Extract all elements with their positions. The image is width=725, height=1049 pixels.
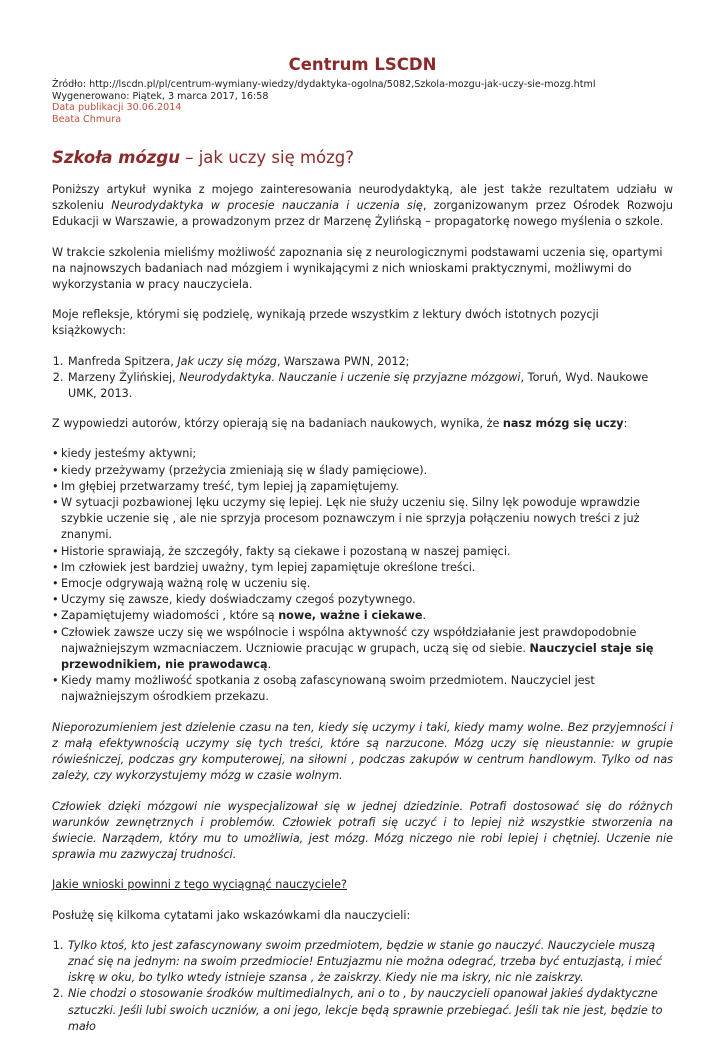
list-item-bold: Nauczyciel staje się przewodnikiem, nie prawodawcą [61, 641, 654, 672]
italic-paragraph-human-brain [52, 799, 673, 864]
italic-text: Nieporozumieniem jest dzielenie czasu na ten, kiedy się uczymy i taki, kiedy mamy wolne. Bez przyjemności i z małą efektywnością uczymy się tych treści, które są narzucone. Mózg uczy się nieustannie: w grupie rówieśniczej, podczas gry komputerowej, na siłowni , podczas zakupów w centrum handlowym. Tylko od nas zależy, czy wykorzystujemy mózg w czasie wolnym. [52, 720, 673, 783]
list-item [61, 608, 673, 624]
brain-learns-bold: nasz mózg się uczy [502, 417, 624, 431]
quotes-list [52, 938, 673, 1035]
book-author: Manfreda Spitzera, [68, 354, 178, 368]
books-intro-paragraph: Moje refleksje, którymi się podzielę, wynikają przede wszystkim z lektury dwóch istotnych pozycji książkowych: [52, 308, 599, 338]
italic-paragraph-free-time [52, 720, 673, 785]
list-item-text: Człowiek zawsze uczy się we wspólnocie i wspólna aktywność czy współdziałanie jest prawdopodobnie najważniejszym wzmacniaczem. Uczniowie pracując w grupach, uczą się od siebie. [61, 625, 637, 655]
intro-paragraph [52, 182, 673, 231]
quote-text: Nie chodzi o stosowanie środków multimedialnych, ani o to , by nauczycieli opanował jakieś dydaktyczne sztuczki. Jeśli lubi swoich uczniów, a oni jego, lekcje będą sprawnie przebiegać. Jeśli tak nie jest, będzie to mało [68, 987, 663, 1033]
article-title [52, 148, 354, 167]
book-item [67, 354, 673, 370]
author-name: Beata Chmura [52, 113, 122, 125]
book-publisher: , Warszawa PWN, 2012; [276, 354, 410, 368]
training-title: Neurodydaktyka w procesie nauczania i uczenia się [111, 199, 423, 213]
brain-learns-colon: : [623, 417, 628, 431]
source-meta [52, 79, 596, 125]
publication-date: Data publikacji 30.06.2014 [52, 102, 182, 114]
list-item-end: . [422, 609, 427, 623]
list-item: • Emocje odgrywają ważną rolę w uczeniu się. [61, 576, 673, 592]
question-text: Jakie wnioski powinni z tego wyciągnąć nauczyciele? [52, 878, 347, 892]
intro-text-a: Poniższy artykuł wynika z mojego zainteresowania neurodydaktyką, ale jest także rezultatem udziału w szkoleniu [52, 183, 673, 213]
book-title: Neurodydaktyka. Nauczanie i uczenie się przyjazne mózgowi [179, 370, 521, 384]
italic-text: Człowiek dzięki mózgowi nie wyspecjalizował się w jednej dziedzinie. Potrafi dostosować się do różnych warunków zewnętrznych i problemów. Człowiek potrafi się uczyć i to lepiej niż wszystkie stworzenia na świecie. Narządem, który mu to umożliwia, jest mózg. Mózg niczego nie robi lepiej i chętniej. Uczenie nie sprawia mu zazwyczaj trudności. [52, 799, 673, 862]
book-publisher: , Toruń, Wyd. Naukowe UMK, 2013. [68, 370, 649, 401]
quote-item [67, 986, 673, 1035]
teachers-question [52, 877, 673, 893]
list-item-bold: nowe, ważne i ciekawe [278, 609, 423, 623]
intro-text-b: , zorganizowanym przez Ośrodek Rozwoju Edukacji w Warszawie, a prowadzonym przez dr Marzenę Żylińską – propagatorkę nowego myślenia o szkole. [52, 199, 674, 229]
list-item: • Uczymy się zawsze, kiedy doświadczamy czegoś pozytywnego. [61, 592, 673, 608]
list-item-text: Zapamiętujemy wiadomości , które są [61, 609, 279, 623]
books-list [52, 354, 673, 403]
book-item [67, 370, 673, 402]
list-item: • kiedy przeżywamy (przeżycia zmieniają się w ślady pamięciowe). [61, 463, 673, 479]
list-item: • kiedy jesteśmy aktywni; [61, 446, 673, 462]
quote-text: Tylko ktoś, kto jest zafascynowany swoim przedmiotem, będzie w stanie go nauczyć. Nauczyciele muszą znać się na jednym: na swoim przedmiocie! Entuzjazmu nie można odegrać, trzeba być entuzjastą, i mieć iskrę w oku, bo tylko wtedy istnieje szansa , że zaiskrzy. Kiedy nie ma iskry, nic nie zaiskrzy. [68, 938, 663, 985]
article-title-italic: Szkoła mózgu [52, 148, 180, 167]
list-item: • W sytuacji pozbawionej lęku uczymy się lepiej. Lęk nie służy uczeniu się. Silny lęk powoduje wprawdzie szybkie uczenie się , ale nie sprzyja procesom poznawczym i nie sprzyja połączeniu nowych treści z już znanymi. [61, 495, 673, 544]
article-title-rest: – jak uczy się mózg? [179, 148, 355, 167]
list-item: • Im głębiej przetwarzamy treść, tym lepiej ją zapamiętujemy. [61, 479, 673, 495]
generated-date: Wygenerowano: Piątek, 3 marca 2017, 16:58 [52, 90, 269, 102]
quote-item [67, 938, 673, 987]
training-paragraph: W trakcie szkolenia mieliśmy możliwość zapoznania się z neurologicznymi podstawami uczenia się, opartymi na najnowszych badaniach nad mózgiem i wynikającymi z nich wnioskami praktycznymi, możliwymi do wykorzystania w pracy nauczyciela. [52, 245, 663, 292]
learning-conditions-list [52, 446, 673, 705]
source-url: Źródło: http://lscdn.pl/pl/centrum-wymiany-wiedzy/dydaktyka-ogolna/5082,Szkola-mozgu-jak-uczy-sie-mozg.html [52, 79, 596, 90]
list-item [61, 625, 673, 674]
brain-learns-text: Z wypowiedzi autorów, którzy opierają się na badaniach naukowych, wynika, że [52, 417, 503, 431]
book-title: Jak uczy się mózg [177, 354, 277, 368]
article-body [52, 182, 673, 1049]
brain-learns-paragraph [52, 416, 673, 432]
list-item-end: . [267, 658, 272, 672]
list-item: • Im człowiek jest bardziej uważny, tym lepiej zapamiętuje określone treści. [61, 560, 673, 576]
list-item: • Kiedy mamy możliwość spotkania z osobą zafascynowaną swoim przedmiotem. Nauczyciel jest najważniejszym ośrodkiem przekazu. [61, 673, 673, 705]
list-item: • Historie sprawiają, że szczegóły, fakty są ciekawe i pozostaną w naszej pamięci. [61, 544, 673, 560]
quotes-intro: Posłużę się kilkoma cytatami jako wskazówkami dla nauczycieli: [52, 908, 411, 922]
site-title: Centrum LSCDN [288, 55, 437, 74]
book-author: Marzeny Żylińskiej, [68, 370, 180, 384]
